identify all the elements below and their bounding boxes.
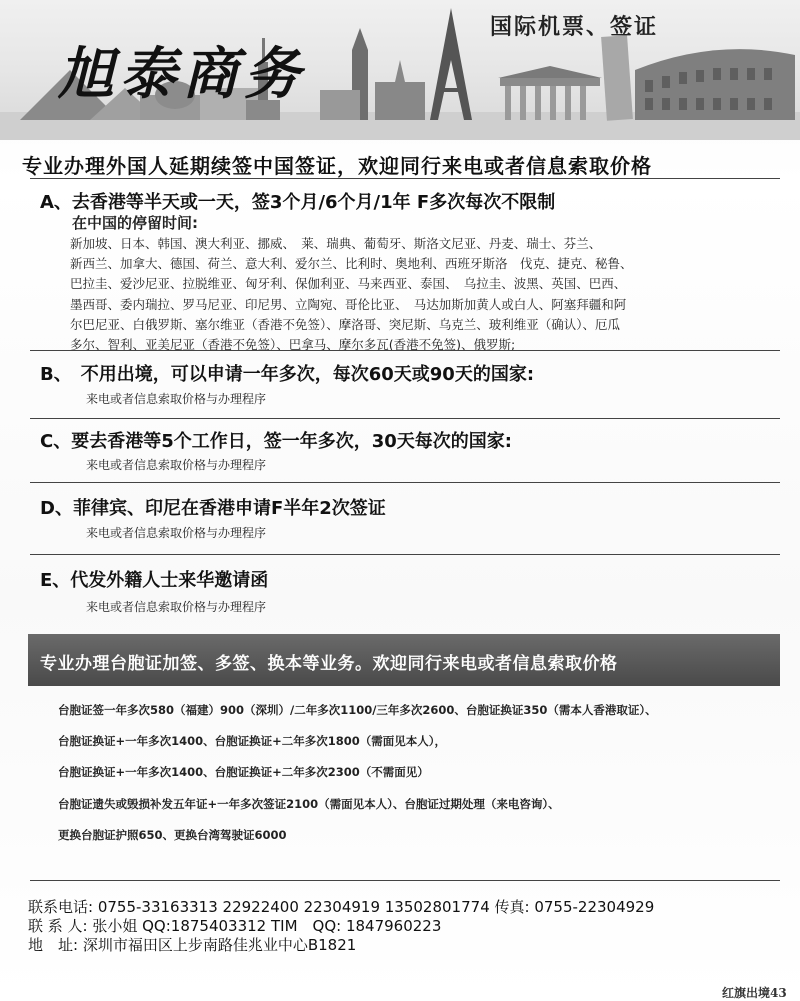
country-line: 多尔、智利、亚美尼亚（香港不免签）、巴拿马、摩尔多瓦(香港不免签)、俄罗斯; [70,337,516,353]
price-line: 台胞证签一年多次580（福建）900（深圳）/二年多次1100/三年多次2600、台胞证换证350（需本人香港取证）、 [58,703,657,717]
contact-address: 地 址: 深圳市福田区上步南路佳兆业中心B1821 [28,936,357,954]
section-c-subtitle: 来电或者信息索取价格与办理程序 [86,458,267,472]
section-a-title: A、去香港等半天或一天，签3个月/6个月/1年 F多次每次不限制 [40,192,556,213]
country-list [70,234,730,355]
country-line: 巴拉圭、爱沙尼亚、拉脱维亚、匈牙利、保伽利亚、马来西亚、泰国、 乌拉圭、波黑、英国、巴西、 [70,276,627,292]
country-line: 新西兰、加拿大、德国、荷兰、意大利、爱尔兰、比利时、奥地利、西班牙斯洛 伐克、捷克、秘鲁、 [70,256,633,272]
contact-person: 联 系 人: 张小姐 QQ:1875403312 TIM QQ: 1847960223 [28,917,442,935]
section-e-subtitle: 来电或者信息索取价格与办理程序 [86,600,267,614]
price-line: 台胞证换证+一年多次1400、台胞证换证+二年多次1800（需面见本人）， [58,734,447,748]
country-line: 尔巴尼亚、白俄罗斯、塞尔维亚（香港不免签）、摩洛哥、突尼斯、乌克兰、玻利维亚（确认）、厄瓜 [70,316,621,332]
divider [30,880,780,881]
price-line: 台胞证换证+一年多次1400、台胞证换证+二年多次2300（不需面见） [58,765,429,779]
brand-tagline: 国际机票、签证 [490,14,659,40]
taiwan-service-banner-text: 专业办理台胞证加签、多签、换本等业务。欢迎同行来电或者信息索取价格 [40,654,618,674]
section-c-title: C、要去香港等5个工作日，签一年多次，30天每次的国家: [40,431,512,452]
country-line: 墨西哥、委内瑞拉、罗马尼亚、印尼男、立陶宛、哥伦比亚、 马达加斯加黄人或白人、阿塞拜疆和阿 [70,296,627,312]
price-line: 台胞证遗失或毁损补发五年证+一年多次签证2100（需面见本人）、台胞证过期处理（来电咨询）、 [58,797,560,811]
divider [30,418,780,419]
country-line: 新加坡、日本、韩国、澳大利亚、挪威、 莱、瑞典、葡萄牙、斯洛文尼亚、丹麦、瑞士、芬兰、 [70,236,602,251]
header-banner [0,0,800,140]
divider [30,178,780,179]
divider [30,554,780,555]
divider [30,350,780,351]
brand-logo-text: 旭泰商务 [58,41,306,107]
section-d-subtitle: 来电或者信息索取价格与办理程序 [86,526,267,540]
section-b-subtitle: 来电或者信息索取价格与办理程序 [86,392,267,406]
section-d-title: D、菲律宾、印尼在香港申请F半年2次签证 [40,498,386,519]
divider [30,482,780,483]
section-a-subtitle: 在中国的停留时间: [72,214,198,232]
page-footer: 红旗出境43 [722,986,787,1000]
price-line: 更换台胞证护照650、更换台湾驾驶证6000 [58,828,287,842]
contact-phone: 联系电话: 0755-33163313 22922400 22304919 13502801774 传真: 0755-22304929 [28,898,655,916]
section-b-title: B、 不用出境，可以申请一年多次，每次60天或90天的国家: [40,364,535,385]
section-e-title: E、代发外籍人士来华邀请函 [40,570,269,591]
main-headline: 专业办理外国人延期续签中国签证，欢迎同行来电或者信息索取价格 [22,154,652,178]
